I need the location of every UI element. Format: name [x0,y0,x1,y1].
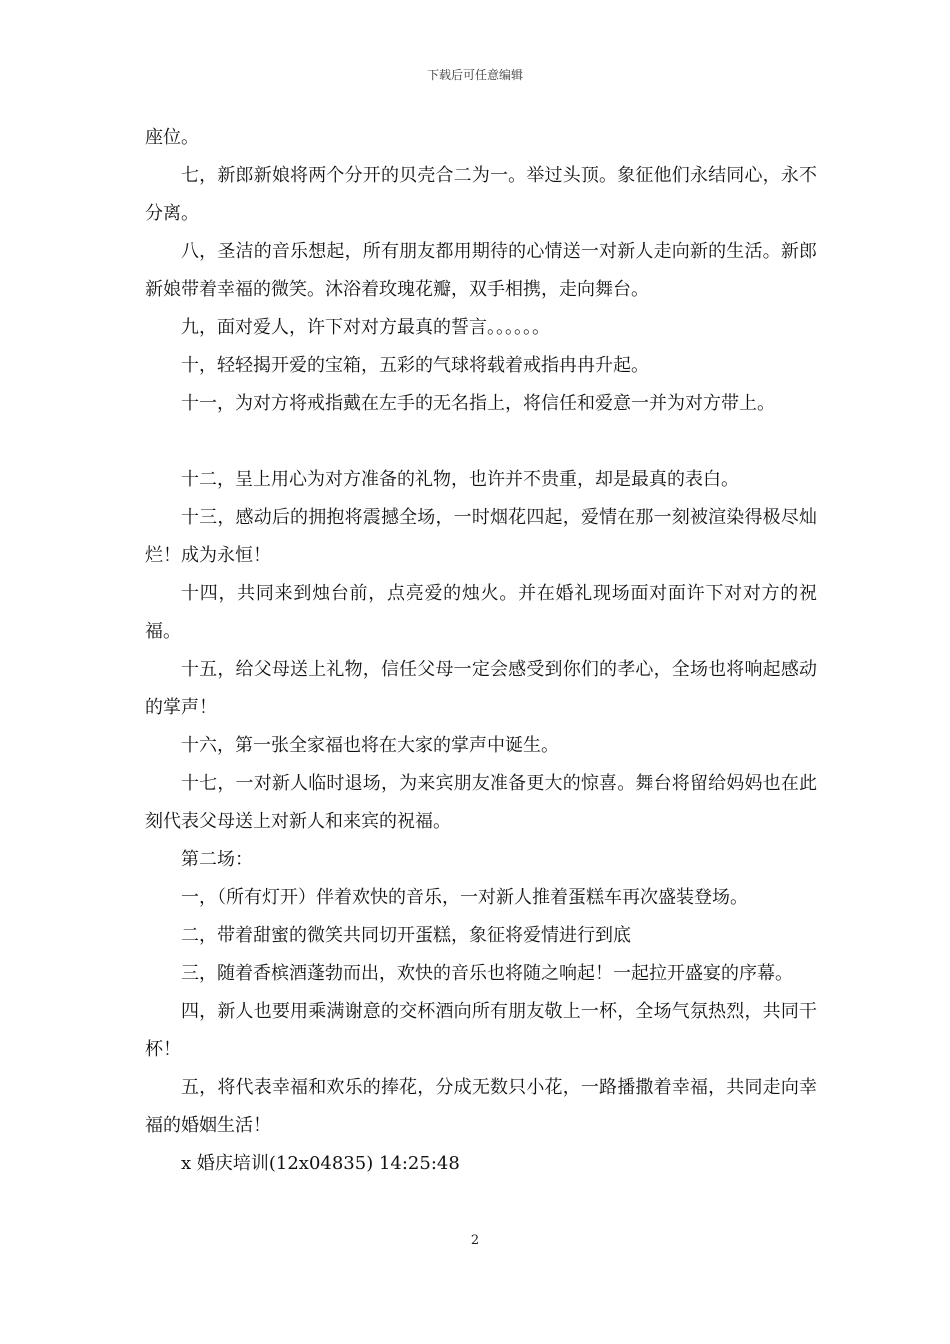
document-body [145,119,817,1183]
paragraph: 四，新人也要用乘满谢意的交杯酒向所有朋友敬上一杯，全场气氛热烈，共同干杯！ [145,1001,817,1060]
paragraph: 七，新郎新娘将两个分开的贝壳合二为一。举过头顶。象征他们永结同心，永不分离。 [145,165,817,224]
paragraph: 三，随着香槟酒蓬勃而出，欢快的音乐也将随之响起！一起拉开盛宴的序幕。 [181,963,793,984]
page-header: 下载后可任意编辑 [426,68,523,82]
paragraph: 座位。 [145,127,199,148]
paragraph: 十三，感动后的拥抱将震撼全场，一时烟花四起，爱情在那一刻被渲染得极尽灿烂！成为永恒！ [145,507,817,566]
paragraph: 二，带着甜蜜的微笑共同切开蛋糕，象征将爱情进行到底 [181,925,631,946]
section-heading: 第二场： [181,849,253,870]
page-number: 2 [470,1233,480,1248]
paragraph: 九，面对爱人，许下对对方最真的誓言。。。。。。 [181,317,550,338]
paragraph: 十四，共同来到烛台前，点亮爱的烛火。并在婚礼现场面对面许下对对方的祝福。 [145,583,817,642]
paragraph: 五，将代表幸福和欢乐的捧花，分成无数只小花，一路播撒着幸福，共同走向幸福的婚姻生活！ [145,1077,817,1136]
paragraph-spacer [145,423,817,461]
paragraph: 十一，为对方将戒指戴在左手的无名指上，将信任和爱意一并为对方带上。 [181,393,775,414]
paragraph: 十二，呈上用心为对方准备的礼物，也许并不贵重，却是最真的表白。 [181,469,739,490]
paragraph: 十七，一对新人临时退场，为来宾朋友准备更大的惊喜。舞台将留给妈妈也在此刻代表父母送上对新人和来宾的祝福。 [145,773,817,832]
signature-line: x 婚庆培训(12x04835) 14:25:48 [181,1153,460,1174]
paragraph: 十六，第一张全家福也将在大家的掌声中诞生。 [181,735,559,756]
paragraph: 十五，给父母送上礼物，信任父母一定会感受到你们的孝心，全场也将响起感动的掌声！ [145,659,817,718]
paragraph: 十，轻轻揭开爱的宝箱，五彩的气球将载着戒指冉冉升起。 [181,355,649,376]
paragraph: 一，（所有灯开）伴着欢快的音乐，一对新人推着蛋糕车再次盛装登场。 [181,887,748,908]
paragraph: 八，圣洁的音乐想起，所有朋友都用期待的心情送一对新人走向新的生活。新郎新娘带着幸福的微笑。沐浴着玫瑰花瓣，双手相携，走向舞台。 [145,241,817,300]
